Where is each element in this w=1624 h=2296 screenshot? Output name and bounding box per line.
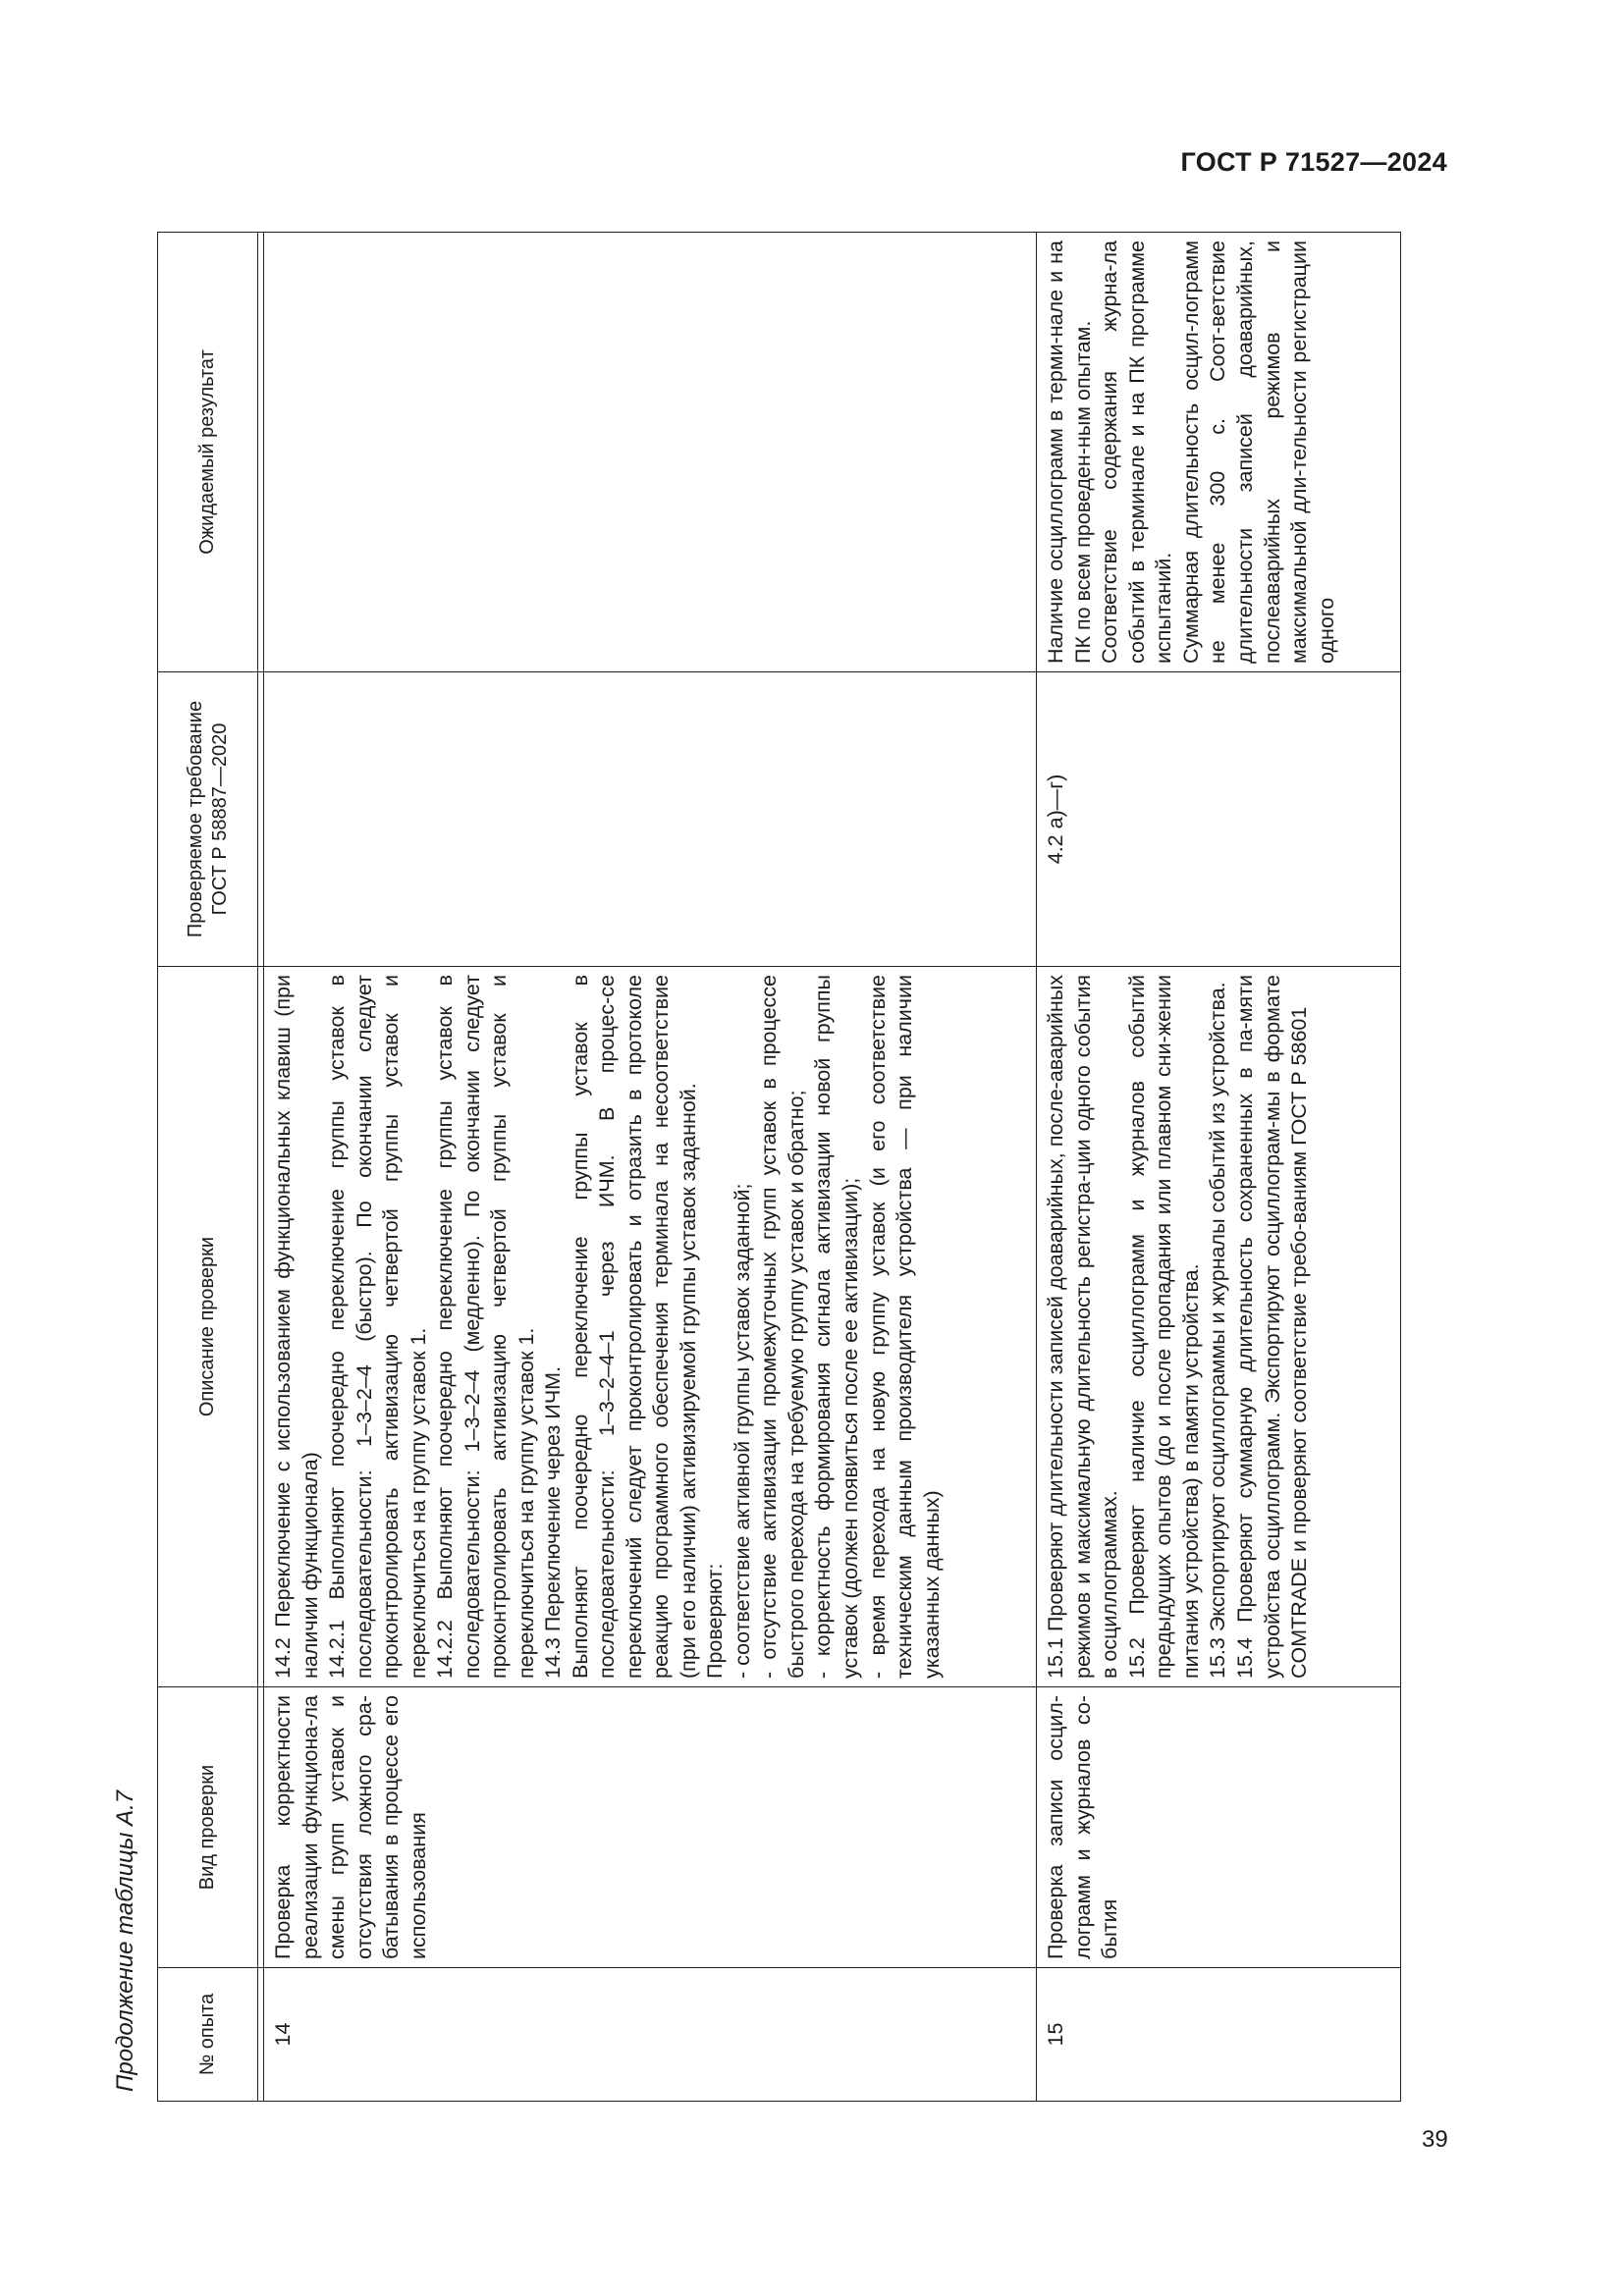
row-description [264, 967, 1037, 1687]
expected-line: Наличие осциллограмм в терми-нале и на ПК по всем проведен-ным опытам. [1044, 240, 1095, 664]
description-line: 15.4 Проверяют суммарную длительность сохраненных в па-мяти устройства осциллограмм. Экспортируют осциллограм-мы в формате COMTRADE и проверяют соответствие требо-ваниям ГОСТ Р 58601 [1233, 975, 1312, 1679]
description-line: 15.2 Проверяют наличие осциллограмм и журналов событий предыдущих опытов (до и после пропадания или плавном сни-жении питания устройства) в памяти устройства. [1124, 975, 1203, 1679]
row-number: 14 [264, 1968, 1037, 2102]
description-line: 15.1 Проверяют длительности записей доаварийных, после-аварийных режимов и максимальную длительность регистра-ции одного события в осциллограммах. [1044, 975, 1122, 1679]
expected-line: Суммарная длительность осцил-лограмм не менее 300 с. Соот-ветствие длительности записей доаварийных, послеаварийных режимов и максимальной дли-тельности регистрации одного [1178, 240, 1338, 664]
description-line: 15.3 Экспортируют осциллограммы и журналы событий из устройства. [1206, 982, 1230, 1679]
row-requirement: 4.2 а)—г) [1037, 672, 1401, 967]
row-number: 15 [1037, 1968, 1401, 2102]
description-line: - корректность формирования сигнала активизации новой группы уставок (должен появиться после ее активизации); [811, 975, 862, 1679]
description-line: - соответствие активной группы уставок заданной; [730, 1183, 754, 1679]
description-line: - отсутствие активизации промежуточных групп уставок в процессе быстрого перехода на требуемую группу уставок и обратно; [757, 975, 808, 1679]
description-line: 14.2.2 Выполняют поочередно переключение группы уставок в последовательности: 1–3–2–4 (медленно). По окончании следует проконтролировать активизацию четвертой группы уставок и переключиться на группу уставок 1. [433, 975, 538, 1679]
description-line: Проверяют: [703, 1563, 728, 1679]
row-expected [264, 233, 1037, 672]
table-row [264, 233, 1037, 2102]
col-header-description: Описание проверки [158, 967, 258, 1687]
row-requirement [264, 672, 1037, 967]
standard-designation: ГОСТ Р 71527—2024 [1180, 147, 1447, 177]
row-description [1037, 967, 1401, 1687]
description-line: Выполняют поочередно переключение группы уставок в последовательности: 1–3–2–4–1 через ИЧМ. В процес-се переключений следует проконтролировать и отразить в протоколе реакцию программного обеспечения терминала на несоответствие (при его наличии) активизируемой группы уставок заданной. [568, 975, 700, 1679]
test-table [157, 232, 1401, 2102]
description-line: - время перехода на новую группу уставок (и его соответствие техническим данным производителя устройства — при наличии указанных данных) [865, 975, 944, 1679]
col-header-check-type: Вид проверки [158, 1687, 258, 1968]
col-header-number: № опыта [158, 1968, 258, 2102]
page-number: 39 [1422, 2126, 1448, 2153]
col-header-expected: Ожидаемый результат [158, 233, 258, 672]
table-header-row [158, 233, 258, 2102]
description-line: 14.3 Переключение через ИЧМ. [541, 1365, 566, 1679]
row-expected [1037, 233, 1401, 672]
description-line: 14.2.1 Выполняют поочередно переключение группы уставок в последовательности: 1–3–2–4 (быстро). По окончании следует проконтролировать активизацию четвертой группы уставок и переключиться на группу уставок 1. [325, 975, 430, 1679]
col-header-requirement: Проверяемое требование ГОСТ Р 58887—2020 [158, 672, 258, 967]
row-check-type: Проверка корректности реализации функциона-ла смены групп уставок и отсутствия ложного сра-батывания в процессе его использования [264, 1687, 1037, 1968]
rotated-table-frame [112, 210, 1400, 2185]
table-row [1037, 233, 1401, 2102]
expected-line: Соответствие содержания журна-ла событий в терминале и на ПК программе испытаний. [1098, 240, 1176, 664]
table-caption: Продолжение таблицы А.7 [112, 1789, 138, 2092]
description-line: 14.2 Переключение с использованием функциональных клавиш (при наличии функционала) [271, 975, 322, 1679]
row-check-type: Проверка записи осцил-лограмм и журналов со-бытия [1037, 1687, 1401, 1968]
